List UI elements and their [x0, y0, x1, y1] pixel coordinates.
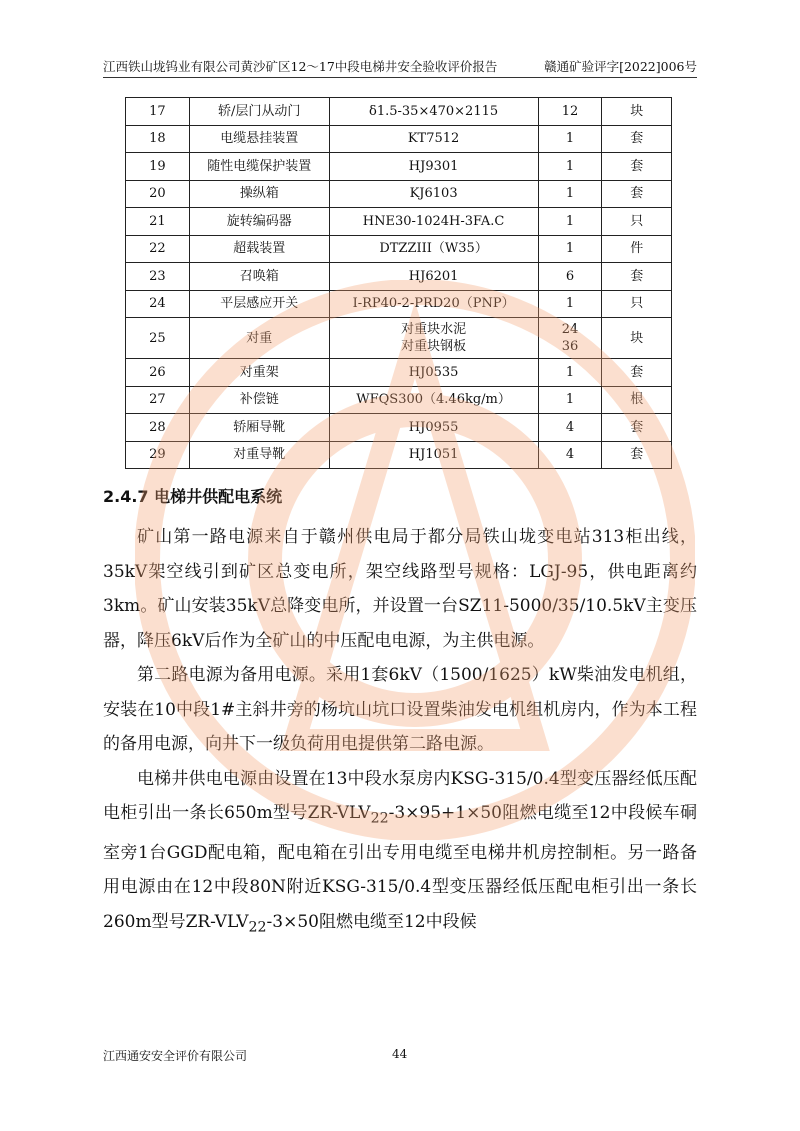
table-row	[126, 441, 672, 469]
equipment-qty: 4	[538, 414, 602, 442]
equipment-unit: 套	[602, 125, 672, 153]
header-title: 江西铁山垅钨业有限公司黄沙矿区12～17中段电梯井安全验收评价报告	[103, 59, 498, 74]
equipment-model: HJ0955	[329, 414, 538, 442]
equipment-model: HNE30-1024H-3FA.C	[329, 208, 538, 236]
equipment-qty: 6	[538, 263, 602, 291]
header-rule	[103, 77, 697, 78]
equipment-qty: 1	[538, 153, 602, 181]
equipment-unit: 套	[602, 359, 672, 387]
equipment-qty: 1	[538, 386, 602, 414]
equipment-unit: 只	[602, 290, 672, 318]
equipment-name: 随性电缆保护装置	[189, 153, 329, 181]
equipment-name: 操纵箱	[189, 180, 329, 208]
equipment-unit: 只	[602, 208, 672, 236]
equipment-name: 召唤箱	[189, 263, 329, 291]
equipment-model: HJ1051	[329, 441, 538, 469]
body-text	[103, 520, 697, 945]
equipment-model: HJ0535	[329, 359, 538, 387]
row-number: 27	[126, 386, 190, 414]
page-number: 44	[392, 1047, 408, 1061]
equipment-model	[329, 318, 538, 359]
equipment-qty: 1	[538, 180, 602, 208]
paragraph: 第二路电源为备用电源。采用1套6kV（1500/1625）kW柴油发电机组，安装在10中段1#主斜井旁的杨坑山坑口设置柴油发电机组机房内，作为本工程的备用电源，向井下一级负荷用电提供第二路电源。	[103, 665, 697, 754]
equipment-qty: 1	[538, 359, 602, 387]
qty-line: 36	[561, 339, 579, 354]
equipment-unit: 套	[602, 180, 672, 208]
equipment-name: 轿厢导靴	[189, 414, 329, 442]
table-row	[126, 318, 672, 359]
equipment-qty: 1	[538, 235, 602, 263]
header-doc-number: 赣通矿验评字[2022]006号	[544, 59, 697, 74]
table-row	[126, 235, 672, 263]
table-row	[126, 180, 672, 208]
equipment-qty: 4	[538, 441, 602, 469]
equipment-unit: 件	[602, 235, 672, 263]
table-row	[126, 386, 672, 414]
equipment-model: HJ9301	[329, 153, 538, 181]
table-row	[126, 153, 672, 181]
row-number: 25	[126, 318, 190, 359]
equipment-qty: 12	[538, 98, 602, 126]
model-line: 对重块水泥	[401, 322, 467, 337]
equipment-unit: 块	[602, 318, 672, 359]
paragraph-part: 电梯井供电电源由设置在13中段水泵房内KSG-315/0.4型变压器经低压配电柜引出一条长650m型号ZR-VLV	[103, 768, 697, 823]
table-row	[126, 290, 672, 318]
equipment-table	[125, 97, 672, 469]
equipment-unit: 块	[602, 98, 672, 126]
equipment-unit: 根	[602, 386, 672, 414]
row-number: 26	[126, 359, 190, 387]
qty-line: 24	[561, 322, 579, 337]
equipment-unit: 套	[602, 414, 672, 442]
row-number: 22	[126, 235, 190, 263]
equipment-unit: 套	[602, 153, 672, 181]
equipment-model: DTZZIII（W35）	[329, 235, 538, 263]
subscript: 22	[248, 919, 267, 936]
equipment-model: KJ6103	[329, 180, 538, 208]
row-number: 18	[126, 125, 190, 153]
equipment-qty: 1	[538, 208, 602, 236]
row-number: 24	[126, 290, 190, 318]
equipment-model: KT7512	[329, 125, 538, 153]
row-number: 28	[126, 414, 190, 442]
row-number: 17	[126, 98, 190, 126]
equipment-model: HJ6201	[329, 263, 538, 291]
row-number: 29	[126, 441, 190, 469]
equipment-name: 轿/层门从动门	[189, 98, 329, 126]
equipment-qty: 1	[538, 125, 602, 153]
equipment-name: 补偿链	[189, 386, 329, 414]
row-number: 20	[126, 180, 190, 208]
paragraph: 矿山第一路电源来自于赣州供电局于都分局铁山垅变电站313柜出线，35kV架空线引到矿区总变电所，架空线路型号规格：LGJ-95，供电距离约3km。矿山安装35kV总降变电所，并设置一台SZ11-5000/35/10.5kV主变压器，降压6kV后作为全矿山的中压配电电源，为主供电源。	[103, 527, 697, 651]
equipment-model: I-RP40-2-PRD20（PNP）	[329, 290, 538, 318]
subscript: 22	[370, 810, 389, 827]
paragraph-part: -3×95+1×50阻燃电缆至12中段候车硐室旁1台GGD配电箱，配电箱在引出专用电缆至电梯井机房控制柜。另一路备用电源由在12中段80N附近KSG-315/0.4型变压器经低压配电柜引出一条长260m型号ZR-VLV	[103, 803, 697, 932]
table-row	[126, 359, 672, 387]
equipment-name: 对重	[189, 318, 329, 359]
table-row	[126, 208, 672, 236]
equipment-unit: 套	[602, 263, 672, 291]
paragraph	[103, 762, 697, 945]
section-heading: 2.4.7 电梯井供配电系统	[103, 487, 283, 506]
footer-organization: 江西通安安全评价有限公司	[103, 1049, 248, 1063]
equipment-unit: 套	[602, 441, 672, 469]
row-number: 19	[126, 153, 190, 181]
equipment-name: 对重导靴	[189, 441, 329, 469]
table-row	[126, 125, 672, 153]
equipment-model: δ1.5-35×470×2115	[329, 98, 538, 126]
page-header	[103, 57, 697, 75]
table-row	[126, 98, 672, 126]
equipment-qty: 1	[538, 290, 602, 318]
equipment-name: 电缆悬挂装置	[189, 125, 329, 153]
equipment-qty	[538, 318, 602, 359]
equipment-name: 对重架	[189, 359, 329, 387]
model-line: 对重块钢板	[401, 339, 467, 354]
equipment-name: 旋转编码器	[189, 208, 329, 236]
equipment-model: WFQS300（4.46kg/m）	[329, 386, 538, 414]
table-row	[126, 263, 672, 291]
equipment-name: 平层感应开关	[189, 290, 329, 318]
table-row	[126, 414, 672, 442]
equipment-name: 超载装置	[189, 235, 329, 263]
row-number: 21	[126, 208, 190, 236]
paragraph-part: -3×50阻燃电缆至12中段候	[266, 911, 477, 932]
row-number: 23	[126, 263, 190, 291]
